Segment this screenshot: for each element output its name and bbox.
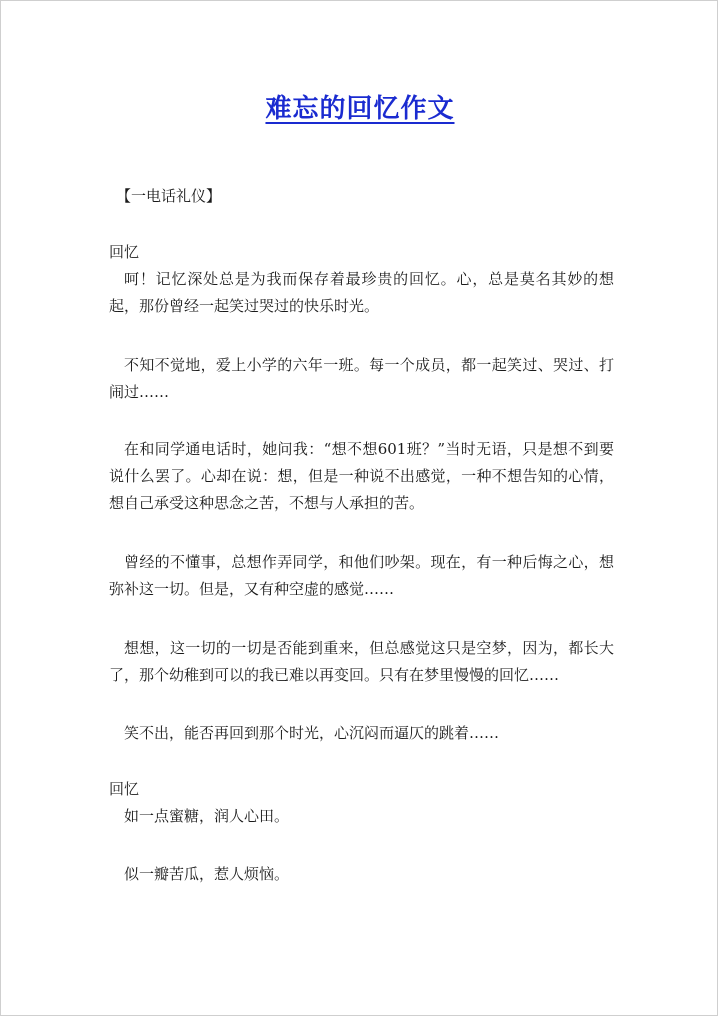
paragraph: 笑不出，能否再回到那个时光，心沉闷而逼仄的跳着…… [124,724,500,742]
title-link[interactable]: 难忘的回忆作文 [265,94,455,124]
section-tag: 【一电话礼仪】 [116,187,222,205]
paragraph: 不知不觉地，爱上小学的六年一班。每一个成员，都一起笑过、哭过、打闹过…… [109,356,614,401]
section-heading: 回忆 [109,780,140,798]
section-heading: 回忆 [109,243,140,261]
paragraph: 在和同学通电话时，她问我：“想不想601班？”当时无语，只是想不到要说什么罢了。心却在说：想，但是一种说不出感觉，一种不想告知的心情，想自己承受这种思念之苦，不想与人承担的苦。 [109,440,614,512]
paragraph: 呵！记忆深处总是为我而保存着最珍贵的回忆。心，总是莫名其妙的想起，那份曾经一起笑过哭过的快乐时光。 [109,270,614,315]
paragraph: 曾经的不懂事，总想作弄同学，和他们吵架。现在，有一种后悔之心，想弥补这一切。但是，又有种空虚的感觉…… [109,553,614,598]
paragraph: 如一点蜜糖，润人心田。 [124,807,290,825]
paragraph: 想想，这一切的一切是否能到重来，但总感觉这只是空梦，因为，都长大了，那个幼稚到可以的我已难以再变回。只有在梦里慢慢的回忆…… [109,639,614,684]
page-title[interactable] [0,88,720,125]
paragraph: 似一瓣苦瓜，惹人烦恼。 [124,865,290,883]
